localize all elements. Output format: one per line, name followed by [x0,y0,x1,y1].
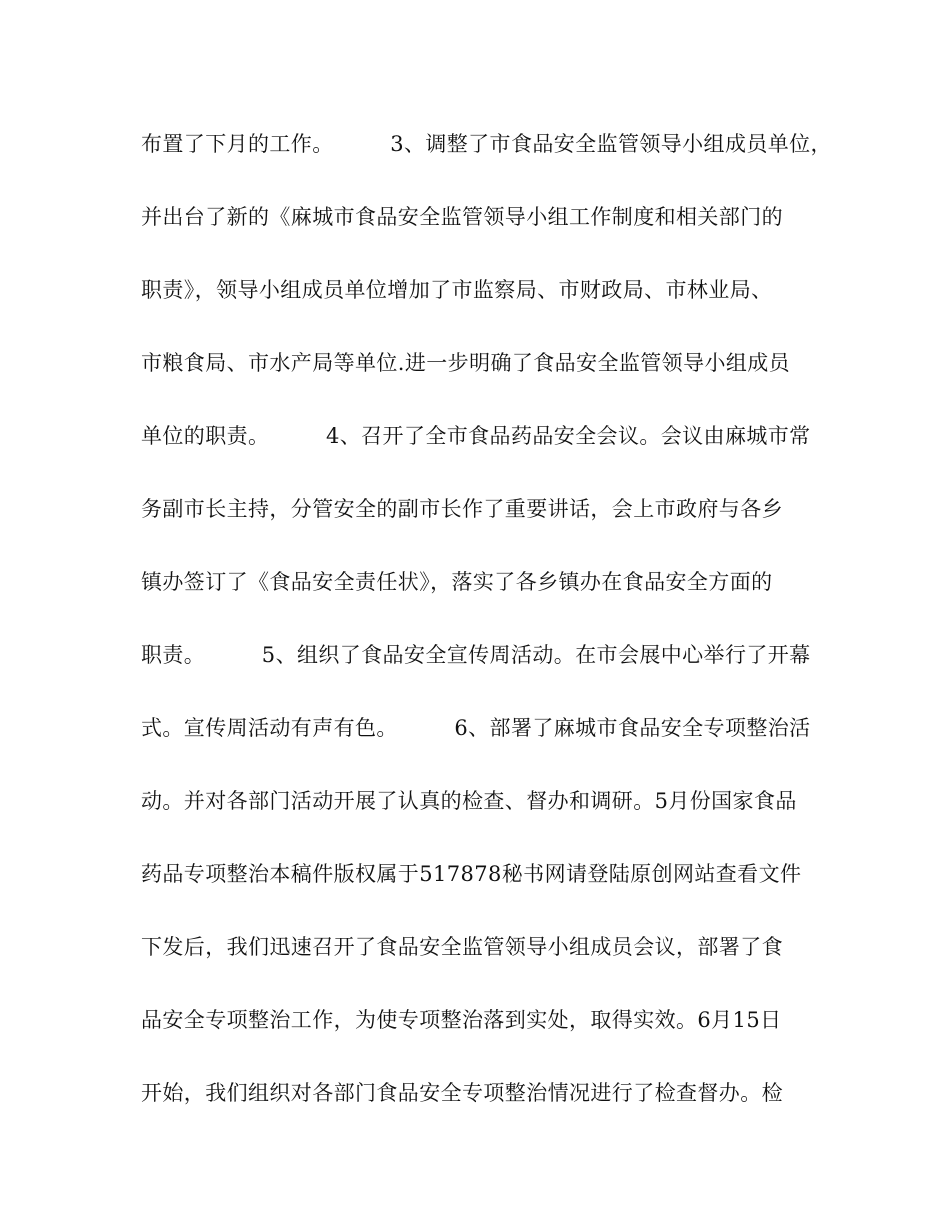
text-line-6: 务副市长主持，分管安全的副市长作了重要讲话，会上市政府与各乡 [141,497,783,521]
text-line-12: 下发后，我们迅速召开了食品安全监管领导小组成员会议，部署了食 [141,935,783,959]
text-line-13: 品安全专项整治工作，为使专项整治落到实处，取得实效。6月15日 [141,1008,782,1032]
text-line-8: 职责。 5、组织了食品安全宣传周活动。在市会展中心举行了开幕 [141,643,811,667]
text-line-3: 职责》，领导小组成员单位增加了市监察局、市财政局、市林业局、 [141,278,773,302]
text-line-11: 药品专项整治本稿件版权属于517878秘书网请登陆原创网站查看文件 [141,862,802,886]
text-line-1: 布置了下月的工作。 3、调整了市食品安全监管领导小组成员单位， [141,132,832,156]
body-text [141,122,832,1144]
text-line-4: 市粮食局、市水产局等单位.进一步明确了食品安全监管领导小组成员 [141,351,791,375]
text-line-7: 镇办签订了《食品安全责任状》，落实了各乡镇办在食品安全方面的 [141,570,773,594]
text-line-5: 单位的职责。 4、召开了全市食品药品安全会议。会议由麻城市常 [141,424,811,448]
text-line-9: 式。宣传周活动有声有色。 6、部署了麻城市食品安全专项整治活 [141,716,811,740]
text-line-10: 动。并对各部门活动开展了认真的检查、督办和调研。5月份国家食品 [141,789,797,813]
text-line-2: 并出台了新的《麻城市食品安全监管领导小组工作制度和相关部门的 [141,205,783,229]
text-line-14: 开始，我们组织对各部门食品安全专项整治情况进行了检查督办。检 [141,1081,783,1105]
